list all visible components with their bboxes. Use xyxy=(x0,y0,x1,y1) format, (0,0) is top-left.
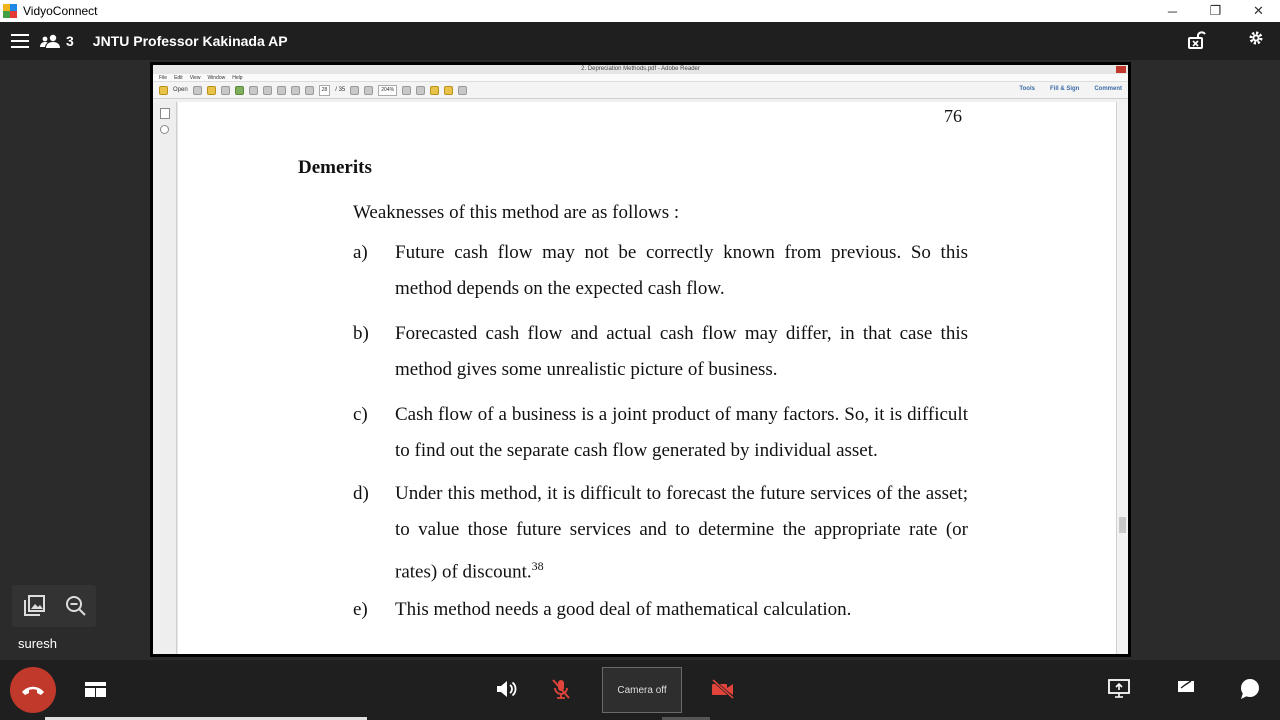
comment-pane-button[interactable]: Comment xyxy=(1094,86,1122,92)
camera-off-label: Camera off xyxy=(617,684,667,696)
microphone-muted-icon[interactable] xyxy=(551,678,571,700)
self-view-name: suresh xyxy=(18,636,58,651)
list-item-label: c) xyxy=(353,404,368,425)
export-icon[interactable] xyxy=(207,86,216,95)
page-number-label: 76 xyxy=(944,106,962,126)
open-folder-icon[interactable] xyxy=(159,86,168,95)
list-item-text: Future cash flow may not be correctly known from previous. So this method depends on the expected cash flow. xyxy=(395,242,968,299)
list-item xyxy=(353,397,968,469)
list-item-label: e) xyxy=(353,599,368,620)
vertical-scrollbar[interactable] xyxy=(1116,102,1128,654)
attachments-icon[interactable] xyxy=(160,125,169,134)
menu-edit[interactable]: Edit xyxy=(174,75,183,81)
settings-gear-icon[interactable] xyxy=(1248,30,1264,46)
speaker-icon[interactable] xyxy=(495,678,517,700)
list-item xyxy=(353,592,968,628)
window-title: VidyoConnect xyxy=(23,4,98,18)
tools-pane-button[interactable]: Tools xyxy=(1019,86,1035,92)
reader-close-icon[interactable] xyxy=(1116,66,1126,73)
reader-titlebar xyxy=(153,65,1128,74)
zoom-select[interactable]: 204% xyxy=(378,85,397,96)
pdf-page xyxy=(178,102,1116,654)
window-titlebar xyxy=(0,0,1280,22)
reader-menubar xyxy=(153,74,1128,82)
list-item-label: a) xyxy=(353,242,368,263)
vidyo-app-icon xyxy=(3,4,17,18)
list-item xyxy=(353,235,968,307)
reader-title: 2. Depreciation Methods.pdf - Adobe Reader xyxy=(581,66,700,72)
list-item xyxy=(353,476,968,590)
menu-file[interactable]: File xyxy=(159,75,168,81)
zoom-out-icon[interactable] xyxy=(65,595,87,617)
next-page-icon[interactable] xyxy=(305,86,314,95)
participants-icon xyxy=(40,34,60,48)
prev-page-icon[interactable] xyxy=(291,86,300,95)
page-thumbnails-icon[interactable] xyxy=(160,108,170,119)
edit-icon[interactable] xyxy=(221,86,230,95)
picture-in-picture-icon[interactable] xyxy=(22,595,46,617)
menu-help[interactable]: Help xyxy=(232,75,243,81)
participant-count: 3 xyxy=(66,33,74,49)
save-icon[interactable] xyxy=(249,86,258,95)
close-button[interactable]: ✕ xyxy=(1253,3,1264,18)
self-view-controls xyxy=(12,585,96,627)
email-icon[interactable] xyxy=(277,86,286,95)
comment-bubble-icon[interactable] xyxy=(430,86,439,95)
scrollbar-thumb[interactable] xyxy=(1119,517,1126,533)
list-item-label: b) xyxy=(353,323,369,344)
list-item-text-body: Under this method, it is difficult to forecast the future services of the asset; to value those future services and to determine the appropriate rate (or rates) of discount. xyxy=(395,483,968,583)
fit-page-icon[interactable] xyxy=(402,86,411,95)
list-item-text: This method needs a good deal of mathematical calculation. xyxy=(395,599,852,620)
pdf-reader-window xyxy=(153,65,1128,654)
call-control-bar xyxy=(0,660,1280,720)
minimize-button[interactable]: ─ xyxy=(1167,3,1178,19)
hamburger-menu-icon[interactable] xyxy=(11,34,29,48)
intro-paragraph: Weaknesses of this method are as follows : xyxy=(353,202,680,223)
upload-icon[interactable] xyxy=(235,86,244,95)
menu-view[interactable]: View xyxy=(189,75,201,81)
print-icon[interactable] xyxy=(263,86,272,95)
zoom-out-icon[interactable] xyxy=(350,86,359,95)
menu-window[interactable]: Window xyxy=(207,75,226,81)
camera-preview-tile xyxy=(602,667,682,713)
list-item-text xyxy=(395,476,968,590)
zoom-in-icon[interactable] xyxy=(364,86,373,95)
page-total: / 35 xyxy=(335,87,346,93)
list-item-text: Cash flow of a business is a joint product of many factors. So, it is difficult to find out the separate cash flow generated by individual asset. xyxy=(395,404,968,461)
restore-button[interactable]: ❐ xyxy=(1209,3,1222,18)
reader-toolbar xyxy=(153,82,1128,99)
full-screen-icon[interactable] xyxy=(458,86,467,95)
page-number-input[interactable]: 28 xyxy=(319,85,331,96)
participants-button[interactable] xyxy=(40,33,74,49)
end-call-button[interactable] xyxy=(10,667,56,713)
layout-grid-icon[interactable] xyxy=(85,682,106,697)
reader-document-area xyxy=(153,102,1128,654)
chat-icon[interactable] xyxy=(1239,678,1261,700)
navigation-pane xyxy=(153,102,177,654)
list-item-label: d) xyxy=(353,483,369,504)
share-screen-icon[interactable] xyxy=(1108,678,1130,698)
conference-header xyxy=(0,22,1280,60)
list-item xyxy=(353,316,968,388)
create-pdf-icon[interactable] xyxy=(193,86,202,95)
fit-width-icon[interactable] xyxy=(416,86,425,95)
unlock-room-icon[interactable] xyxy=(1188,30,1206,50)
shared-screen xyxy=(150,62,1131,657)
fill-sign-pane-button[interactable]: Fill & Sign xyxy=(1049,86,1080,92)
list-item-text: Forecasted cash flow and actual cash flow may differ, in that case this method gives some unrealistic picture of business. xyxy=(395,323,968,380)
room-name: JNTU Professor Kakinada AP xyxy=(92,33,288,49)
document-share-icon[interactable] xyxy=(1177,678,1195,694)
camera-muted-icon[interactable] xyxy=(711,678,735,700)
open-button[interactable]: Open xyxy=(173,87,188,93)
highlight-icon[interactable] xyxy=(444,86,453,95)
hang-up-icon xyxy=(21,684,45,696)
section-heading: Demerits xyxy=(298,157,372,178)
footnote-ref: 38 xyxy=(531,559,544,573)
